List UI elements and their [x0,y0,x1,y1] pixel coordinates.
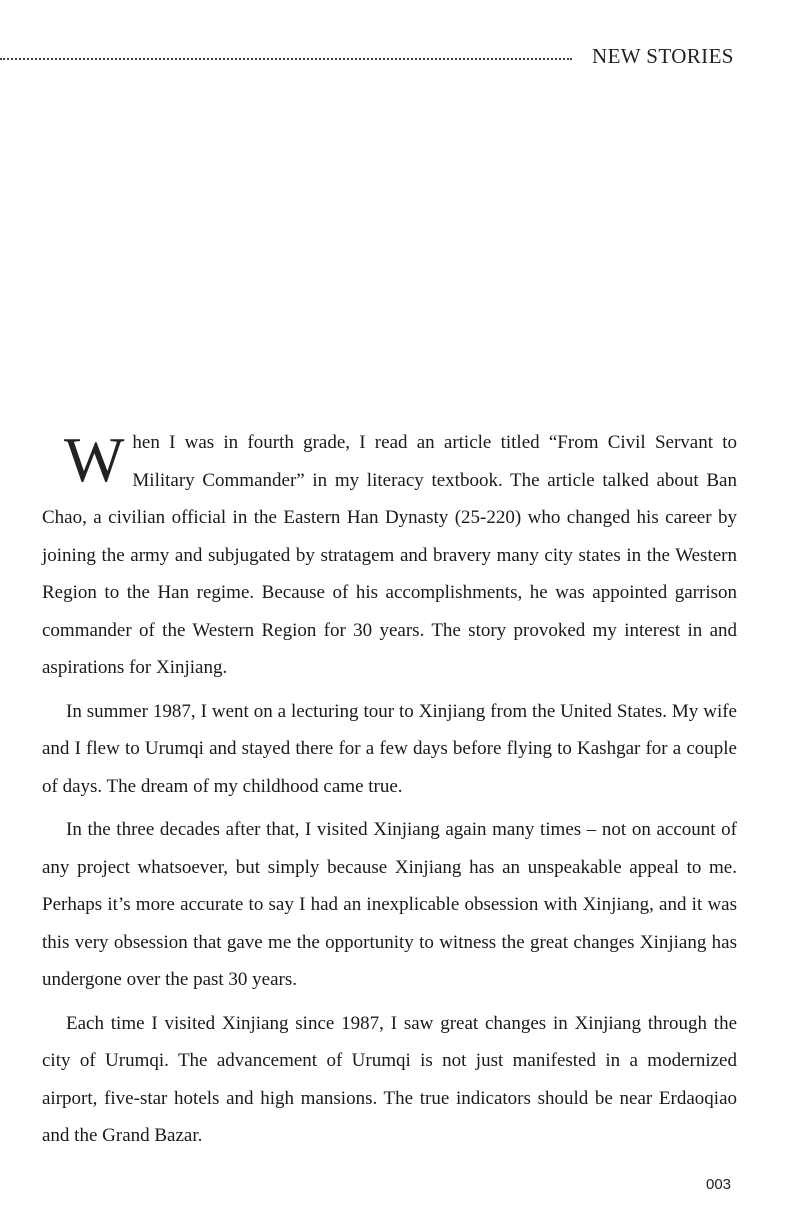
dotted-leader-rule [0,58,572,60]
paragraph-4: Each time I visited Xinjiang since 1987, I saw great changes in Xinjiang through the city of Urumqi. The advancement of Urumqi is not just manifested in a modernized airport, five-star hotels and high mansions. The true indicators should be near Erdaoqiao and the Grand Bazar. [42,1012,737,1146]
paragraph-2: In summer 1987, I went on a lecturing tour to Xinjiang from the United States. My wife and I flew to Urumqi and stayed there for a few days before flying to Kashgar for a couple of days. The dream of my childhood came true. [42,700,737,797]
paragraph-1-text: hen I was in fourth grade, I read an article titled “From Civil Servant to Military Commander” in my literacy textbook. The article talked about Ban Chao, a civilian official in the Eastern Han Dynasty (25-220) who changed his career by joining the army and subjugated by stratagem and bravery many city states in the Western Region to the Han regime. Because of his accomplishments, he was appointed garrison commander of the Western Region for 30 years. The story provoked my interest in and aspirations for Xinjiang. [42,432,737,678]
running-header [0,44,740,72]
drop-cap: W [64,424,125,495]
paragraph-1 [42,424,737,687]
page-number: 003 [706,1176,732,1193]
article-body [42,424,737,1161]
paragraph-3: In the three decades after that, I visited Xinjiang again many times – not on account of any project whatsoever, but simply because Xinjiang has an unspeakable appeal to me. Perhaps it’s more accurate to say I had an inexplicable obsession with Xinjiang, and it was this very obsession that gave me the opportunity to witness the great changes Xinjiang has undergone over the past 30 years. [42,819,737,990]
section-title: NEW STORIES [592,44,734,68]
